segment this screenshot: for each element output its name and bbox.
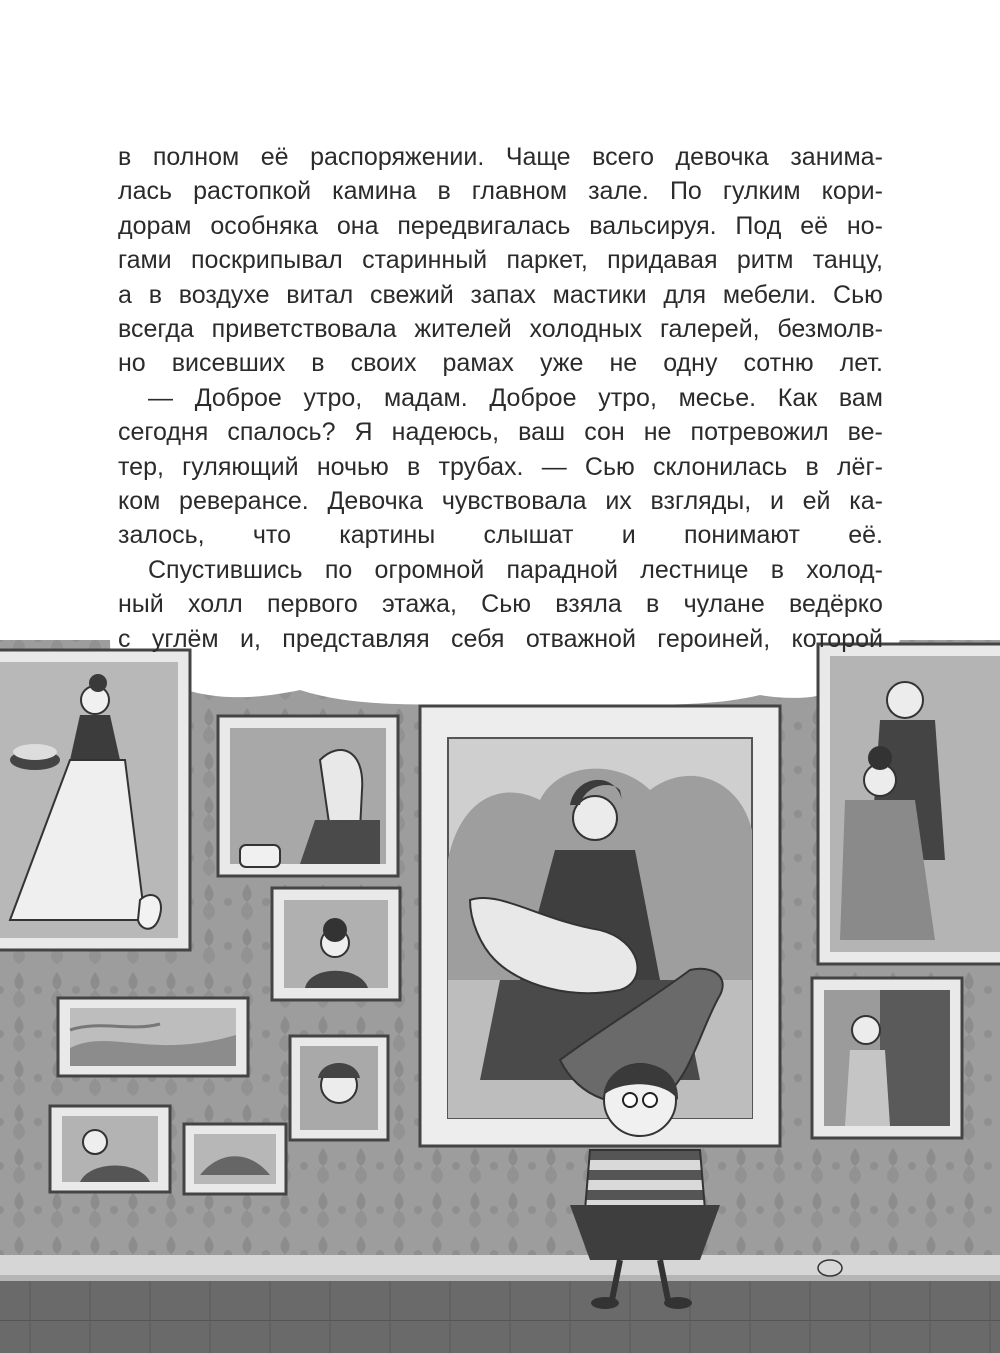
portrait-curly-woman — [272, 888, 400, 1000]
parquet-floor — [0, 1281, 1000, 1353]
portrait-woman-bust — [290, 1036, 388, 1140]
text-line: сегодня спалось? Я надеюсь, ваш сон не потревожил ве- — [118, 418, 883, 447]
text-line: в полном её распоряжении. Чаще всего девочка занима- — [118, 143, 883, 171]
painting-reclining-figure — [184, 1124, 286, 1194]
paragraph-1 — [118, 140, 883, 381]
portrait-maid — [0, 650, 190, 950]
text-line: лась растопкой камина в главном зале. По гулким кори- — [118, 177, 883, 206]
mouse — [818, 1260, 842, 1276]
body-text — [118, 140, 883, 656]
text-line: ный холл первого этажа, Сью взяла в чулане ведёрко — [118, 590, 883, 619]
text-line: гами поскрипывал старинный паркет, придавая ритм танцу, — [118, 246, 883, 275]
text-line: тер, гуляющий ночью в трубах. — Сью склонилась в лёг- — [118, 452, 883, 481]
portrait-sleeping-man — [50, 1106, 170, 1192]
portrait-lady-with-dogs — [420, 706, 780, 1146]
text-line: Спустившись по огромной парадной лестнице в холод- — [148, 555, 883, 584]
portrait-couple — [818, 644, 1000, 964]
text-line: дорам особняка она передвигалась вальсируя. Под её но- — [118, 211, 883, 240]
text-line: залось, что картины слышат и понимают её. — [118, 521, 883, 550]
text-line: — Доброе утро, мадам. Доброе утро, месье. Как вам — [148, 383, 883, 412]
paragraph-2 — [118, 381, 883, 553]
text-line: но висевших в своих рамах уже не одну сотню лет. — [118, 349, 883, 378]
painting-landscape — [58, 998, 248, 1076]
text-line: а в воздухе витал свежий запах мастики для мебели. Сью — [118, 280, 883, 309]
text-line: ком реверансе. Девочка чувствовала их взгляды, и ей ка- — [118, 487, 883, 516]
text-line: с углём и, представляя себя отважной героиней, которой — [118, 624, 883, 653]
paragraph-3 — [118, 553, 883, 656]
portrait-old-man — [218, 716, 398, 876]
text-line: всегда приветствовала жителей холодных галерей, безмолв- — [118, 315, 883, 344]
portrait-girl-curtain — [812, 978, 962, 1138]
